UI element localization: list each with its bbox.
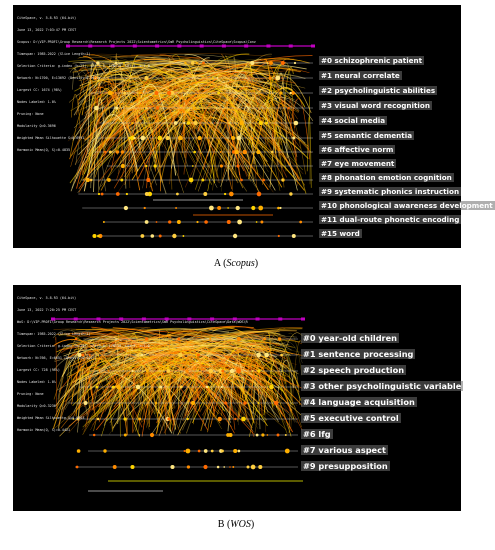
cited-node bbox=[277, 434, 280, 437]
cited-node bbox=[220, 164, 223, 167]
cluster-label: #4 language acquisition bbox=[303, 397, 415, 407]
cluster-label: #6 lfg bbox=[303, 429, 331, 439]
cluster-label: #3 other psycholinguistic variable bbox=[303, 381, 462, 391]
cited-node bbox=[130, 465, 134, 469]
cited-node bbox=[236, 206, 240, 210]
cited-node bbox=[182, 235, 184, 237]
network-metadata bbox=[17, 288, 248, 440]
meta-line: Modularity Q=0.3236 bbox=[17, 404, 56, 408]
timeline-tick bbox=[266, 45, 270, 48]
cited-node bbox=[201, 179, 204, 182]
meta-line: Largest CC: 1674 (98%) bbox=[17, 88, 62, 92]
cited-node bbox=[229, 466, 231, 468]
cited-node bbox=[233, 449, 237, 453]
cluster-label: #6 affective norm bbox=[321, 145, 394, 154]
cluster-label: #7 various aspect bbox=[303, 445, 386, 455]
cited-node bbox=[76, 466, 79, 469]
network-metadata bbox=[17, 8, 256, 160]
cited-node bbox=[258, 206, 263, 211]
cited-node bbox=[113, 465, 117, 469]
cited-node bbox=[90, 179, 92, 181]
cluster-label: #0 year-old children bbox=[303, 333, 397, 343]
cluster-label: #1 neural correlate bbox=[321, 71, 400, 80]
meta-line: Harmonic Mean(Q, S)=0.4835 bbox=[17, 148, 71, 152]
cluster-label: #7 eye movement bbox=[321, 159, 395, 168]
cited-node bbox=[92, 234, 96, 238]
cited-node bbox=[204, 449, 208, 453]
cited-node bbox=[217, 206, 221, 210]
cited-node bbox=[264, 353, 268, 357]
cluster-label: #4 social media bbox=[321, 116, 386, 125]
cited-node bbox=[256, 434, 259, 437]
cited-node bbox=[266, 62, 268, 64]
cited-node bbox=[175, 207, 177, 209]
cited-node bbox=[209, 206, 214, 211]
cited-node bbox=[204, 220, 208, 224]
cited-node bbox=[196, 221, 198, 223]
cited-node bbox=[229, 192, 234, 197]
cluster-label: #8 phonation emotion cognition bbox=[321, 173, 452, 182]
cited-node bbox=[187, 465, 190, 468]
cited-node bbox=[168, 220, 171, 223]
cited-node bbox=[278, 337, 281, 340]
cited-node bbox=[258, 465, 262, 469]
cited-node bbox=[223, 466, 225, 468]
cited-node bbox=[186, 449, 191, 454]
cited-node bbox=[289, 192, 292, 195]
cited-node bbox=[285, 434, 287, 436]
cited-node bbox=[233, 234, 237, 238]
cited-node bbox=[281, 77, 283, 79]
cited-node bbox=[101, 193, 104, 196]
timeline-tick bbox=[256, 318, 260, 321]
meta-line: Selection Criteria: g-index (k=25), LRF=3.0, L/N=10, LBY=5, e=1.0 bbox=[17, 64, 150, 68]
cited-node bbox=[211, 450, 214, 453]
cited-node bbox=[126, 193, 128, 195]
timeline-tick bbox=[301, 318, 305, 321]
cited-node bbox=[294, 121, 299, 126]
meta-line: Harmonic Mean(Q, S)=0.4421 bbox=[17, 428, 71, 432]
caption-letter: A bbox=[213, 258, 221, 269]
cluster-label: #10 phonological awareness development bbox=[321, 201, 493, 210]
meta-line: Largest CC: 728 (95%) bbox=[17, 368, 60, 372]
cited-node bbox=[291, 91, 295, 95]
cited-node bbox=[251, 206, 255, 210]
meta-line: Nodes Labeled: 1.0% bbox=[17, 380, 56, 384]
citation-link bbox=[307, 117, 311, 188]
cited-node bbox=[153, 164, 156, 167]
cited-node bbox=[156, 221, 158, 223]
cited-node bbox=[269, 385, 274, 390]
cited-node bbox=[232, 466, 234, 468]
cited-node bbox=[267, 434, 269, 436]
cited-node bbox=[274, 401, 278, 405]
cited-node bbox=[237, 220, 242, 225]
cited-node bbox=[257, 192, 262, 197]
cited-node bbox=[289, 92, 291, 94]
cluster-label: #15 word bbox=[321, 229, 360, 238]
cited-node bbox=[269, 76, 272, 79]
caption-b: B (WOS) bbox=[217, 519, 255, 530]
cluster-label: #1 sentence processing bbox=[303, 349, 414, 359]
cited-node bbox=[275, 76, 280, 81]
cited-node bbox=[260, 221, 263, 224]
cited-node bbox=[227, 207, 229, 209]
cited-node bbox=[265, 122, 268, 125]
citation-link bbox=[289, 371, 300, 434]
cited-node bbox=[172, 234, 176, 238]
cited-node bbox=[151, 234, 155, 238]
cited-node bbox=[146, 178, 150, 182]
cited-node bbox=[247, 466, 250, 469]
cited-node bbox=[97, 235, 100, 238]
cited-node bbox=[198, 450, 201, 453]
cited-node bbox=[278, 235, 280, 237]
cited-node bbox=[281, 61, 285, 65]
cited-node bbox=[145, 165, 147, 167]
cited-node bbox=[261, 433, 264, 436]
cluster-label: #5 semantic dementia bbox=[321, 131, 413, 140]
cited-node bbox=[259, 121, 263, 125]
cited-node bbox=[189, 178, 194, 183]
cited-node bbox=[116, 192, 120, 196]
cited-node bbox=[277, 207, 280, 210]
cited-node bbox=[227, 220, 231, 224]
timeline-tick bbox=[278, 318, 282, 321]
cited-node bbox=[263, 338, 266, 341]
cited-node bbox=[257, 402, 259, 404]
cited-node bbox=[120, 179, 123, 182]
cited-node bbox=[144, 207, 146, 209]
caption-letter: B bbox=[217, 519, 225, 530]
cited-node bbox=[184, 450, 186, 452]
meta-line: CiteSpace, v. 5.8.R3 (64-bit) bbox=[17, 296, 77, 300]
caption-source: Scopus bbox=[226, 258, 255, 269]
meta-line: Pruning: None bbox=[17, 392, 44, 396]
cluster-label: #0 schizophrenic patient bbox=[321, 56, 423, 65]
cited-node bbox=[103, 449, 106, 452]
meta-line: CiteSpace, v. 5.8.R3 (64-bit) bbox=[17, 16, 77, 20]
cited-node bbox=[294, 62, 296, 64]
meta-line: Network: N=766, E=6651 (Density=0.0227) bbox=[17, 356, 97, 360]
cited-node bbox=[299, 221, 302, 224]
cited-node bbox=[292, 137, 295, 140]
cited-node bbox=[145, 192, 149, 196]
cited-node bbox=[121, 164, 125, 168]
cluster-label: #11 dual-route phonetic encoding bbox=[321, 215, 460, 224]
cited-node bbox=[257, 369, 260, 372]
meta-line: Modularity Q=0.3696 bbox=[17, 124, 56, 128]
cited-node bbox=[170, 465, 174, 469]
meta-line: WoS: D:\VIP-PROFI\Group Research\Research Projects 2022\Scientometrics\SmR Psycholinguistics\CiteSpace\Data\WOS\R bbox=[17, 320, 248, 324]
meta-line: Selection Criteria: g-index (k=25), LRF=3.0, L/N=10, LBY=5, e=1.0 bbox=[17, 344, 150, 348]
timeline-tick bbox=[289, 45, 293, 48]
meta-line: June 13, 2022 7:03:47 PM CEST bbox=[17, 28, 77, 32]
cluster-label: #2 psycholinguistic abilities bbox=[321, 86, 436, 95]
cited-node bbox=[251, 465, 256, 470]
cited-node bbox=[224, 193, 226, 195]
cited-node bbox=[269, 61, 273, 65]
meta-line: Pruning: None bbox=[17, 112, 44, 116]
cited-node bbox=[124, 206, 128, 210]
cited-node bbox=[262, 179, 265, 182]
cited-node bbox=[256, 150, 260, 154]
cited-node bbox=[217, 466, 220, 469]
cited-node bbox=[288, 107, 290, 109]
meta-line: Network: N=1700, E=13692 (Density=0.0127) bbox=[17, 76, 101, 80]
cited-node bbox=[176, 193, 179, 196]
cited-node bbox=[203, 465, 207, 469]
cited-node bbox=[177, 220, 181, 224]
cited-node bbox=[238, 450, 241, 453]
cited-node bbox=[285, 449, 290, 454]
network-panel-wos bbox=[13, 285, 461, 511]
cluster-label: #9 systematic phonics instruction bbox=[321, 187, 460, 196]
cited-node bbox=[145, 220, 149, 224]
meta-line: Scopus: D:\VIP-PROFI\Group Research\Research Projects 2022\Scientometrics\SmR Psycholinguistics\CiteSpace\Scopus\Conv bbox=[17, 40, 256, 44]
caption-source: WOS bbox=[230, 519, 251, 530]
cited-node bbox=[279, 91, 282, 94]
timeline-tick bbox=[311, 45, 315, 48]
meta-line: Weighted Mean Silhouette S=0.6991 bbox=[17, 136, 85, 140]
meta-line: June 13, 2022 7:20:25 PM CEST bbox=[17, 308, 77, 312]
cited-node bbox=[252, 370, 254, 372]
cited-node bbox=[280, 354, 283, 357]
cited-node bbox=[159, 235, 162, 238]
cluster-label: #3 visual word recognition bbox=[321, 101, 430, 110]
cited-node bbox=[236, 164, 239, 167]
cited-node bbox=[140, 234, 144, 238]
network-panel-scopus bbox=[13, 5, 493, 248]
cited-node bbox=[98, 193, 100, 195]
cited-node bbox=[192, 165, 194, 167]
meta-line: Nodes Labeled: 1.0% bbox=[17, 100, 56, 104]
meta-line: Timespan: 1985-2022 (Slice Length=1) bbox=[17, 52, 91, 56]
cited-node bbox=[77, 449, 81, 453]
cited-node bbox=[256, 221, 258, 223]
meta-line: Timespan: 1985-2022 (Slice Length=1) bbox=[17, 332, 91, 336]
cited-node bbox=[203, 192, 207, 196]
cited-node bbox=[103, 221, 105, 223]
cluster-label: #2 speech production bbox=[303, 365, 405, 375]
cited-node bbox=[279, 207, 281, 209]
cited-node bbox=[256, 353, 261, 358]
meta-line: Weighted Mean Silhouette S=0.6963 bbox=[17, 416, 85, 420]
cluster-label: #5 executive control bbox=[303, 413, 399, 423]
cluster-label: #9 presupposition bbox=[303, 461, 388, 471]
cited-node bbox=[107, 178, 111, 182]
cited-node bbox=[271, 151, 274, 154]
caption-a: A (Scopus) bbox=[213, 258, 259, 269]
cited-node bbox=[281, 179, 283, 181]
cited-node bbox=[221, 450, 224, 453]
cited-node bbox=[240, 179, 243, 182]
cited-node bbox=[292, 234, 296, 238]
